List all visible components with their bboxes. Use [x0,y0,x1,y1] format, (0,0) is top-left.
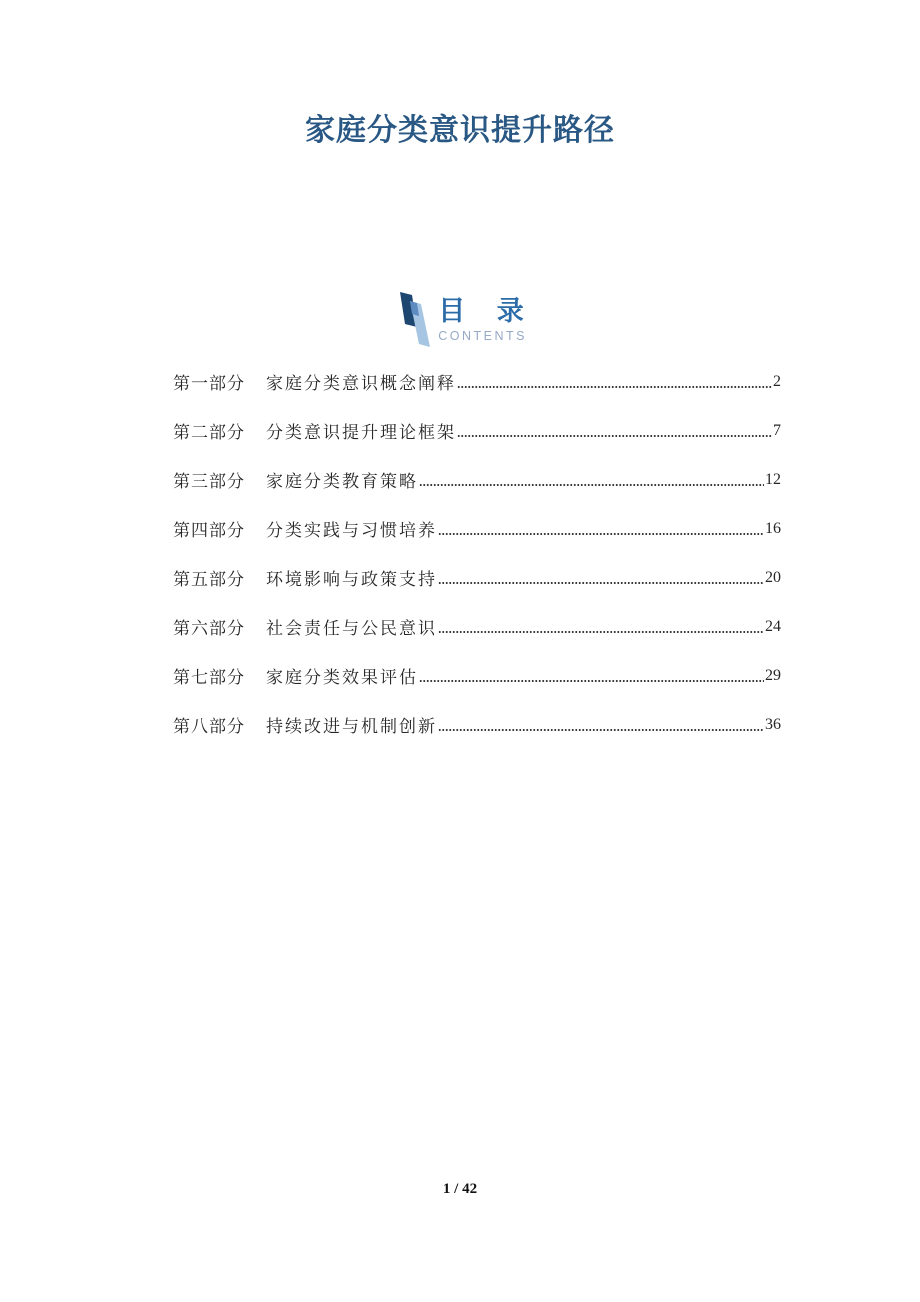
toc-entry-7[interactable] [173,651,781,700]
toc-entry-label: 第六部分 [173,619,245,638]
page-footer [0,1181,920,1198]
slanted-double-bar-icon [390,292,432,350]
toc-leader-dots [438,522,764,536]
toc-entry-2[interactable] [173,406,781,455]
toc-entry-page: 24 [765,617,781,635]
toc-entry-label: 第一部分 [173,374,245,393]
toc-entry-3[interactable] [173,455,781,504]
toc-entry-page: 29 [765,666,781,684]
toc-entry-page: 36 [765,715,781,733]
toc-leader-dots [457,375,772,389]
toc-entry-label: 第五部分 [173,570,245,589]
toc-entry-title: 持续改进与机制创新 [266,717,437,736]
toc-entry-title: 社会责任与公民意识 [266,619,437,638]
toc-entries [173,357,781,749]
toc-entry-5[interactable] [173,553,781,602]
toc-entry-label: 第七部分 [173,668,245,687]
toc-leader-dots [419,473,764,487]
toc-leader-dots [438,571,764,585]
toc-header [0,292,920,350]
toc-entry-title: 分类意识提升理论框架 [266,423,456,442]
toc-leader-dots [438,620,764,634]
toc-entry-page: 2 [773,372,781,390]
toc-leader-dots [438,718,764,732]
toc-entry-label: 第二部分 [173,423,245,442]
toc-entry-8[interactable] [173,700,781,749]
toc-subheading: CONTENTS [438,329,527,343]
toc-entry-title: 家庭分类意识概念阐释 [266,374,456,393]
toc-entry-label: 第四部分 [173,521,245,540]
toc-entry-title: 环境影响与政策支持 [266,570,437,589]
toc-heading: 目 录 [438,296,530,326]
page-number: 1 / 42 [442,1181,478,1197]
toc-entry-6[interactable] [173,602,781,651]
toc-leader-dots [419,669,764,683]
toc-entry-title: 分类实践与习惯培养 [266,521,437,540]
toc-entry-page: 7 [773,421,781,439]
toc-entry-title: 家庭分类效果评估 [266,668,418,687]
document-title: 家庭分类意识提升路径 [305,114,615,147]
toc-entry-page: 12 [765,470,781,488]
toc-entry-page: 16 [765,519,781,537]
toc-header-text [438,292,530,344]
toc-leader-dots [457,424,772,438]
toc-entry-title: 家庭分类教育策略 [266,472,418,491]
toc-entry-label: 第八部分 [173,717,245,736]
toc-entry-page: 20 [765,568,781,586]
toc-entry-1[interactable] [173,357,781,406]
toc-entry-label: 第三部分 [173,472,245,491]
toc-entry-4[interactable] [173,504,781,553]
